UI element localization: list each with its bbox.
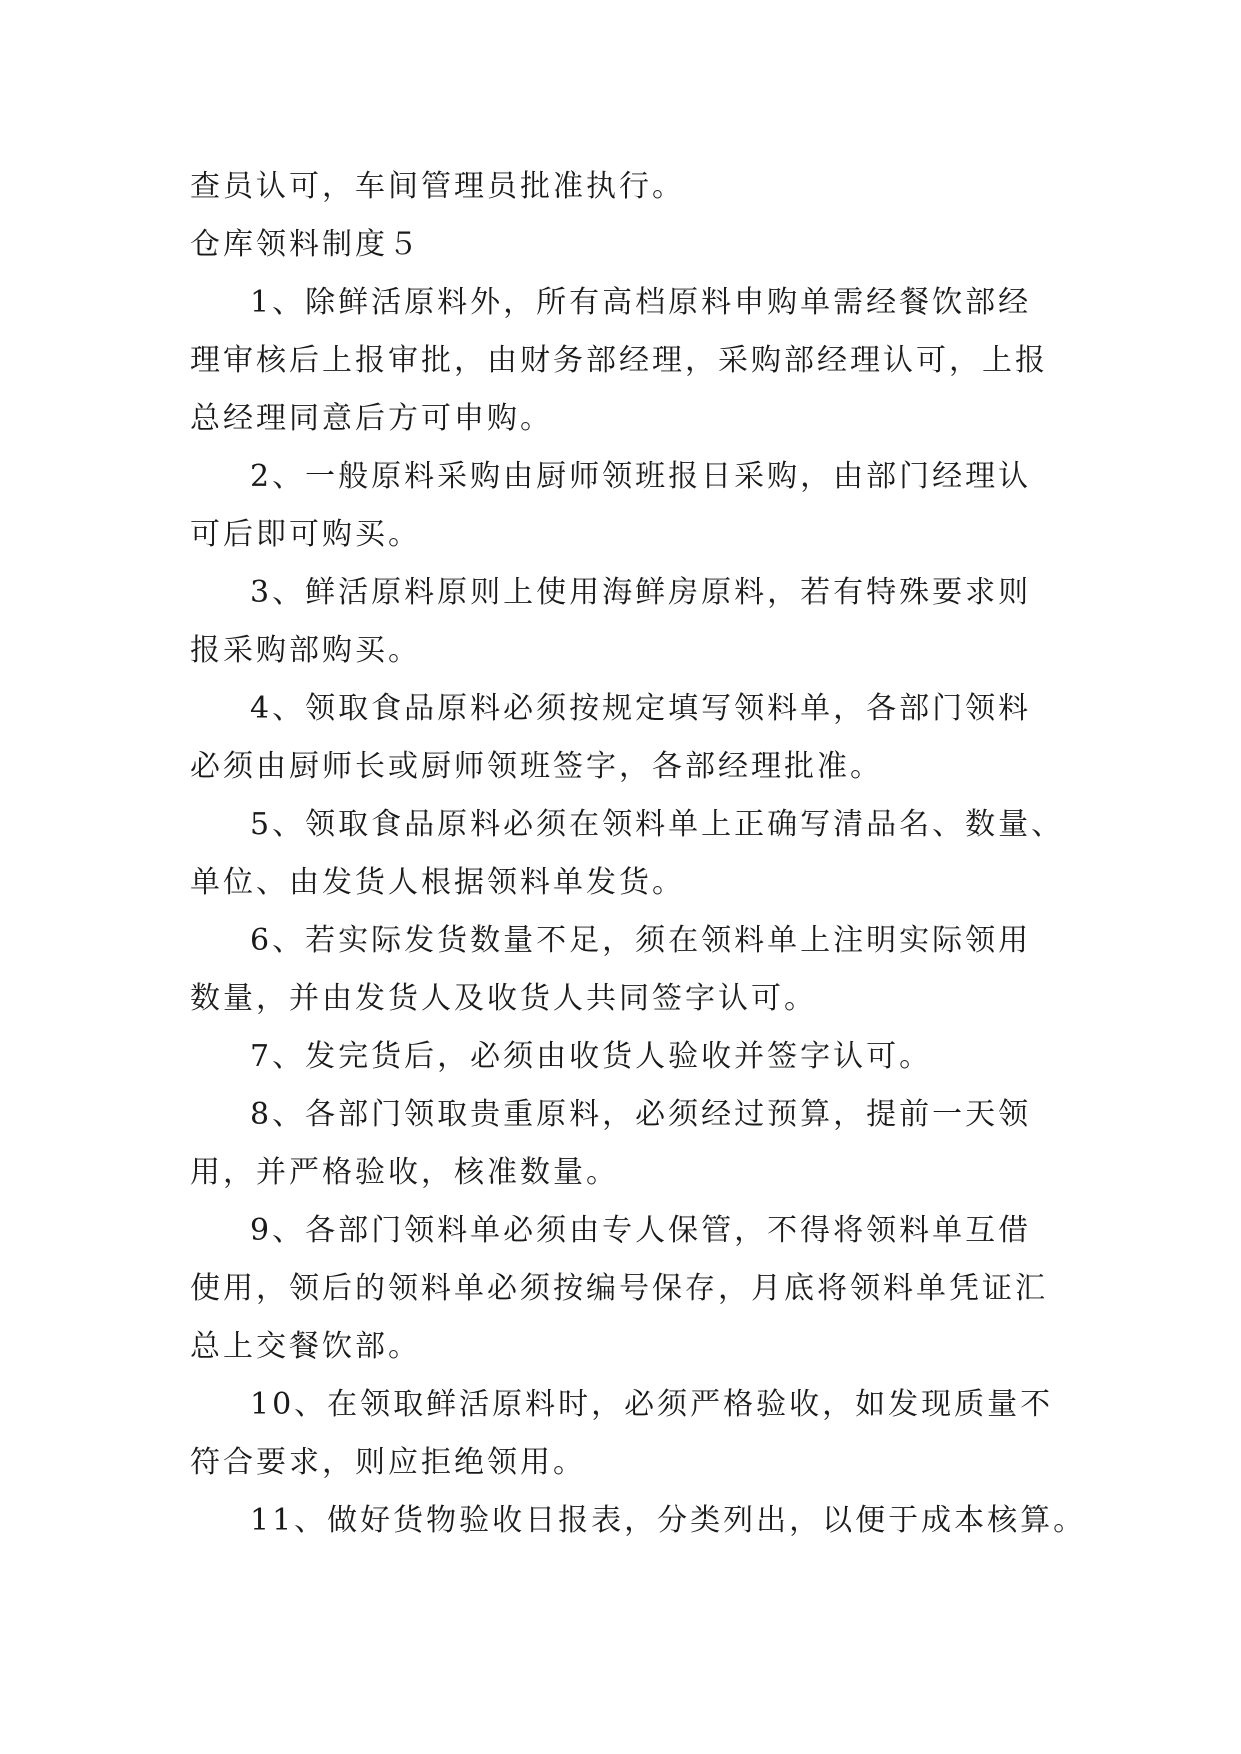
text-line: 6、若实际发货数量不足，须在领料单上注明实际领用 [250,923,1032,958]
text-line: 5、领取食品原料必须在领料单上正确写清品名、数量、 [250,807,1065,842]
text-line: 符合要求，则应拒绝领用。 [190,1445,586,1480]
text-line: 理审核后上报审批，由财务部经理，采购部经理认可，上报 [190,343,1048,378]
text-line: 查员认可，车间管理员批准执行。 [190,169,685,204]
text-line: 必须由厨师长或厨师领班签字，各部经理批准。 [190,749,883,784]
text-line: 10、在领取鲜活原料时，必须严格验收，如发现质量不 [250,1387,1054,1422]
text-line: 总上交餐饮部。 [190,1329,421,1364]
text-line: 使用，领后的领料单必须按编号保存，月底将领料单凭证汇 [190,1271,1048,1306]
document-body [190,158,1087,1550]
text-line: 1、除鲜活原料外，所有高档原料申购单需经餐饮部经 [250,285,1032,320]
text-line: 数量，并由发货人及收货人共同签字认可。 [190,981,817,1016]
text-line: 总经理同意后方可申购。 [190,401,553,436]
text-line: 7、发完货后，必须由收货人验收并签字认可。 [250,1039,933,1074]
text-line: 4、领取食品原料必须按规定填写领料单，各部门领料 [250,691,1032,726]
text-line: 报采购部购买。 [190,633,421,668]
text-line: 3、鲜活原料原则上使用海鲜房原料，若有特殊要求则 [250,575,1032,610]
section-heading: 仓库领料制度５ [190,227,421,262]
text-line: 9、各部门领料单必须由专人保管，不得将领料单互借 [250,1213,1032,1248]
text-line: 可后即可购买。 [190,517,421,552]
text-line: 8、各部门领取贵重原料，必须经过预算，提前一天领 [250,1097,1032,1132]
text-line: 11、做好货物验收日报表，分类列出，以便于成本核算。 [250,1503,1087,1538]
text-line: 2、一般原料采购由厨师领班报日采购，由部门经理认 [250,459,1032,494]
text-line: 用，并严格验收，核准数量。 [190,1155,619,1190]
text-line: 单位、由发货人根据领料单发货。 [190,865,685,900]
